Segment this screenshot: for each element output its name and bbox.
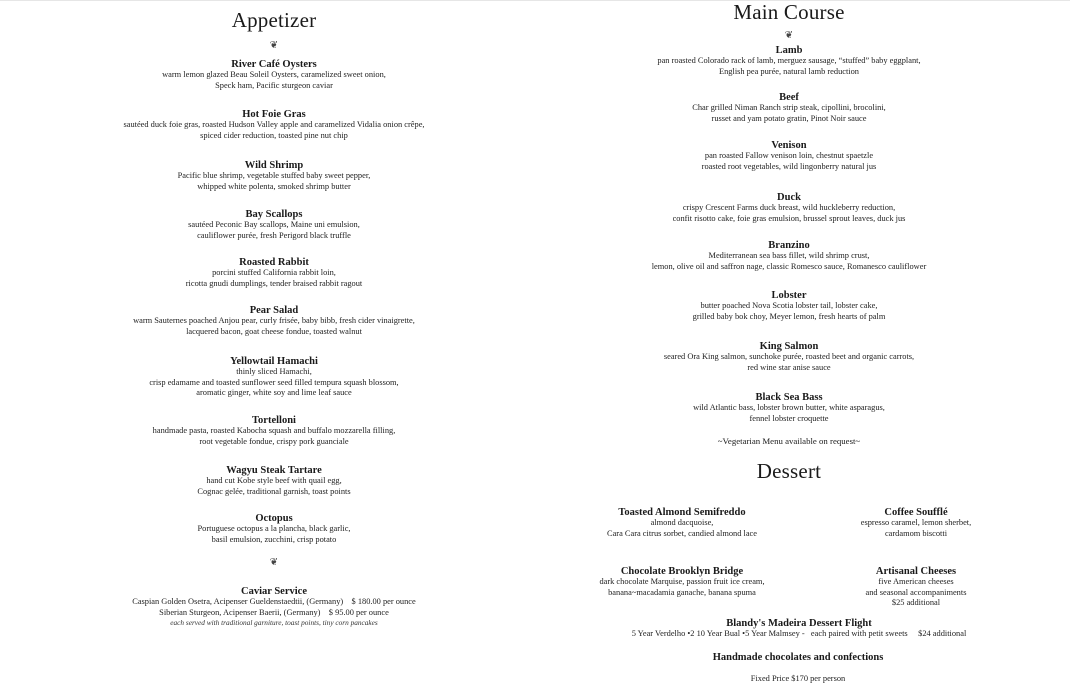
item-name: Duck: [777, 192, 801, 203]
main-course-title: Main Course: [733, 0, 845, 24]
item-desc: pan roasted Colorado rack of lamb, merguez sausage, “stuffed” baby eggplant,: [657, 56, 921, 65]
menu-item: [589, 290, 989, 322]
item-desc: basil emulsion, zucchini, crisp potato: [211, 534, 337, 544]
item-name: Coffee Soufflé: [884, 507, 948, 518]
item-desc: Cognac gelée, traditional garnish, toast points: [197, 486, 351, 496]
menu-item: [74, 513, 474, 545]
item-name: Chocolate Brooklyn Bridge: [620, 566, 744, 577]
item-name: King Salmon: [759, 341, 819, 352]
item-desc: russet and yam potato gratin, Pinot Noir sauce: [711, 113, 867, 123]
item-name: Wild Shrimp: [244, 160, 304, 171]
item-desc: lemon, olive oil and saffron nage, classic Romesco sauce, Romanesco cauliflower: [651, 261, 927, 271]
item-name: River Café Oysters: [231, 59, 317, 70]
menu-item: [589, 618, 1009, 640]
menu-item: [589, 341, 989, 373]
caviar-note: each served with traditional garniture, toast points, tiny corn pancakes: [170, 618, 378, 627]
item-desc: cauliflower purée, fresh Perigord black truffle: [197, 230, 351, 240]
menu-item: [74, 257, 474, 289]
ornament-icon: ❦: [269, 40, 279, 51]
menu-item: [589, 240, 989, 272]
item-desc: lacquered bacon, goat cheese fondue, toasted walnut: [186, 326, 362, 336]
item-desc: Cara Cara citrus sorbet, candied almond lace: [607, 528, 757, 538]
dessert-title: Dessert: [756, 459, 822, 483]
item-name: Hot Foie Gras: [242, 109, 306, 120]
menu-item: [598, 652, 998, 663]
menu-item: [74, 59, 474, 91]
menu-item: [74, 109, 474, 141]
item-name: Pear Salad: [249, 305, 299, 316]
item-desc: dark chocolate Marquise, passion fruit ice cream,: [599, 577, 765, 586]
ornament-icon: ❦: [784, 30, 794, 41]
vegetarian-note: ~Vegetarian Menu available on request~: [717, 436, 861, 446]
caviar-service: [74, 586, 474, 627]
item-desc: warm Sauternes poached Anjou pear, curly frisée, baby bibb, fresh cider vinaigrette,: [133, 316, 415, 325]
item-name: Toasted Almond Semifreddo: [618, 507, 746, 518]
item-desc: red wine star anise sauce: [747, 362, 831, 372]
item-name: Caviar Service: [241, 586, 307, 597]
menu-item: [589, 45, 989, 77]
item-desc: Pacific blue shrimp, vegetable stuffed baby sweet pepper,: [177, 171, 371, 180]
item-desc: confit risotto cake, foie gras emulsion, brussel sprout leaves, duck jus: [672, 213, 906, 223]
item-desc: crisp edamame and toasted sunflower seed filled tempura squash blossom,: [149, 377, 399, 387]
item-name: Blandy's Madeira Dessert Flight: [726, 618, 872, 629]
menu-item: [74, 209, 474, 241]
fixed-price: Fixed Price $170 per person: [750, 674, 846, 683]
menu-item: [74, 465, 474, 497]
item-desc: porcini stuffed California rabbit loin,: [212, 268, 336, 277]
menu-item: [589, 392, 989, 424]
item-name: Tortelloni: [252, 415, 296, 426]
item-desc: wild Atlantic bass, lobster brown butter, white asparagus,: [693, 403, 885, 412]
item-desc: ricotta gnudi dumplings, tender braised rabbit ragout: [185, 278, 363, 288]
item-desc: fennel lobster croquette: [749, 413, 829, 423]
item-desc: sautéed duck foie gras, roasted Hudson Valley apple and caramelized Vidalia onion crêpe,: [123, 120, 425, 129]
item-desc: Char grilled Niman Ranch strip steak, cipollini, brocolini,: [692, 103, 886, 112]
menu-item: [74, 356, 474, 399]
menu-item: [589, 192, 989, 224]
item-desc: sautéed Peconic Bay scallops, Maine uni emulsion,: [188, 220, 360, 229]
item-desc: butter poached Nova Scotia lobster tail, lobster cake,: [700, 301, 878, 310]
item-desc: and seasonal accompaniments: [865, 587, 967, 597]
item-desc: espresso caramel, lemon sherbet,: [860, 518, 972, 527]
item-name: Beef: [779, 92, 799, 103]
item-name: Roasted Rabbit: [239, 257, 309, 268]
item-name: Lamb: [775, 45, 803, 56]
item-desc: cardamom biscotti: [884, 528, 948, 538]
item-desc: Portuguese octopus a la plancha, black garlic,: [197, 524, 351, 533]
item-name: Yellowtail Hamachi: [230, 356, 318, 367]
item-name: Wagyu Steak Tartare: [226, 465, 322, 476]
item-desc: Caspian Golden Osetra, Acipenser Gueldenstaedtii, (Germany) $ 180.00 per ounce: [132, 597, 416, 606]
item-desc: pan roasted Fallow venison loin, chestnut spaetzle: [704, 151, 874, 160]
item-desc: roasted root vegetables, wild lingonberry natural jus: [701, 161, 877, 171]
item-name: Venison: [771, 140, 807, 151]
menu-item: [589, 140, 989, 172]
menu-item: [826, 507, 1006, 539]
item-desc: Speck ham, Pacific sturgeon caviar: [215, 80, 333, 90]
item-desc: banana~macadamia ganache, banana spuma: [608, 587, 756, 597]
menu-item: [826, 566, 1006, 609]
item-desc: thinly sliced Hamachi,: [236, 367, 312, 376]
item-name: Black Sea Bass: [755, 392, 823, 403]
item-desc: whipped white polenta, smoked shrimp butter: [197, 181, 351, 191]
item-desc: $25 additional: [891, 598, 941, 607]
menu-item: [74, 305, 474, 337]
item-name: Octopus: [255, 513, 293, 524]
item-name: Bay Scallops: [245, 209, 303, 220]
item-desc: five American cheeses: [878, 577, 954, 586]
item-desc: grilled baby bok choy, Meyer lemon, fresh hearts of palm: [692, 311, 886, 321]
item-desc: Mediterranean sea bass fillet, wild shrimp crust,: [708, 251, 870, 260]
item-desc: almond dacquoise,: [650, 518, 714, 527]
item-desc: 5 Year Verdelho •2 10 Year Bual •5 Year Malmsey - each paired with petit sweets $24 additional: [631, 629, 967, 638]
item-desc: crispy Crescent Farms duck breast, wild huckleberry reduction,: [682, 203, 896, 212]
item-desc: hand cut Kobe style beef with quail egg,: [206, 476, 342, 485]
menu-item: [562, 507, 802, 539]
menu-item: [74, 160, 474, 192]
item-desc: handmade pasta, roasted Kabocha squash and buffalo mozzarella filling,: [152, 426, 396, 435]
menu-item: [74, 415, 474, 447]
item-desc: warm lemon glazed Beau Soleil Oysters, caramelized sweet onion,: [162, 70, 386, 79]
appetizer-title: Appetizer: [231, 8, 317, 32]
item-desc: seared Ora King salmon, sunchoke purée, roasted beet and organic carrots,: [663, 352, 915, 361]
item-name: Handmade chocolates and confections: [712, 652, 884, 663]
top-divider: [0, 0, 1070, 1]
item-desc: Siberian Sturgeon, Acipenser Baerii, (Germany) $ 95.00 per ounce: [159, 607, 389, 617]
menu-item: [589, 92, 989, 124]
item-desc: root vegetable fondue, crispy pork guanciale: [199, 436, 349, 446]
item-name: Lobster: [771, 290, 807, 301]
item-name: Branzino: [768, 240, 810, 251]
item-name: Artisanal Cheeses: [875, 566, 957, 577]
item-desc: aromatic ginger, white soy and lime leaf sauce: [196, 388, 352, 397]
item-desc: English pea purée, natural lamb reduction: [719, 66, 859, 76]
ornament-icon: ❦: [269, 557, 279, 568]
menu-item: [562, 566, 802, 598]
item-desc: spiced cider reduction, toasted pine nut chip: [200, 130, 348, 140]
